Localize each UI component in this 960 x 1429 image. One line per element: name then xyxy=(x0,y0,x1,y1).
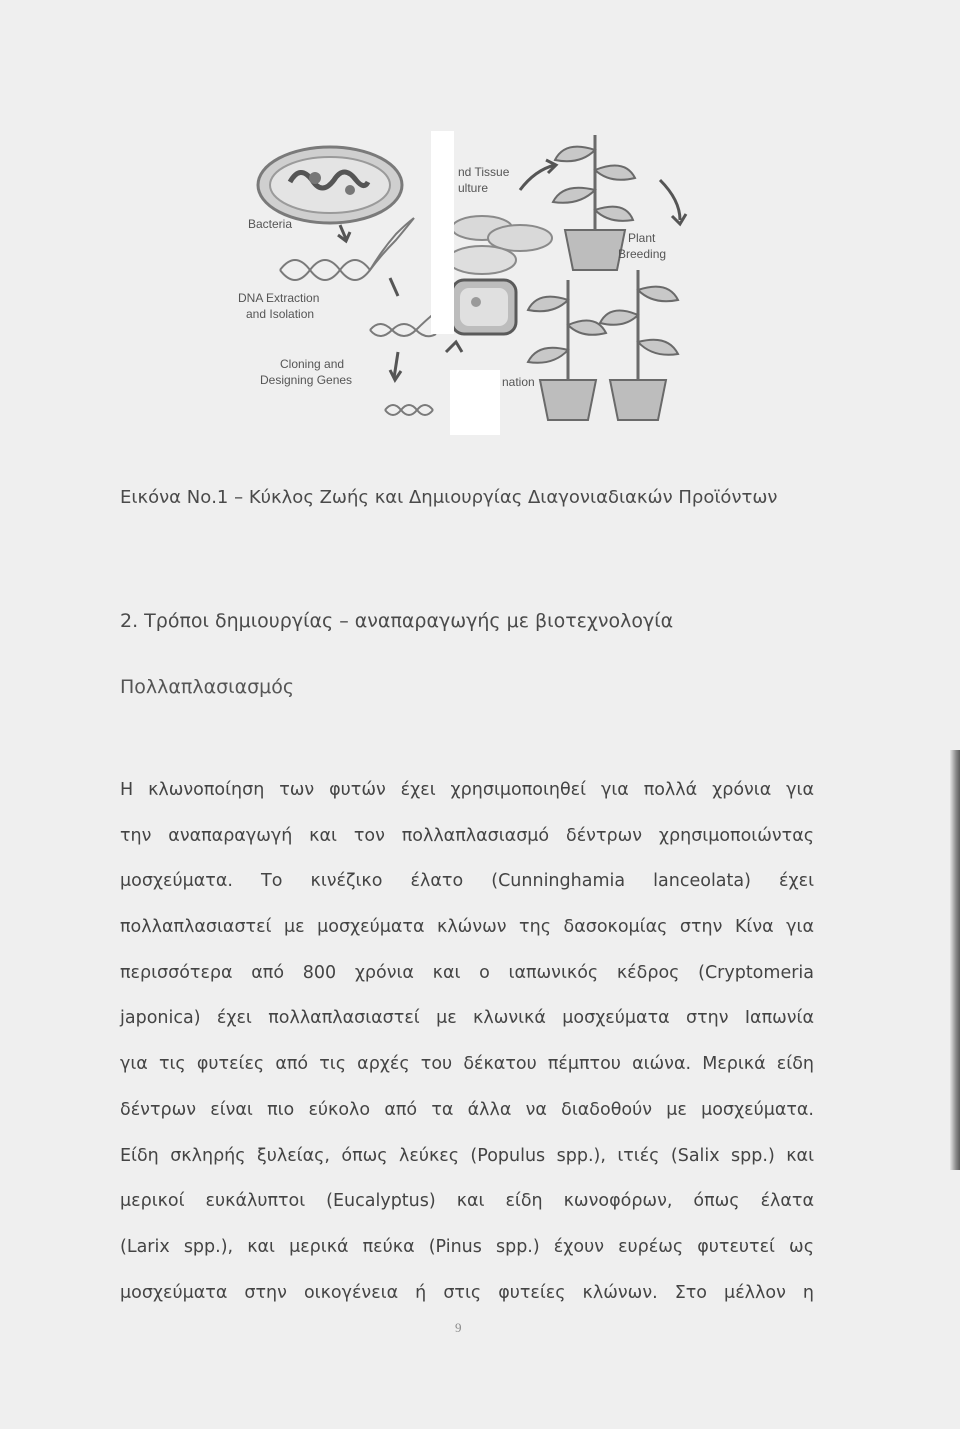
paragraph-line: (Larix spp.), και μερικά πεύκα (Pinus spp.) έχουν ευρέως φυτευτεί ως xyxy=(120,1236,814,1257)
label-transformation: nation xyxy=(502,375,535,389)
plant-bottom-right-illustration xyxy=(600,270,678,420)
label-bacteria: Bacteria xyxy=(248,217,293,231)
label-cloning-line2: Designing Genes xyxy=(260,373,353,387)
label-cloning-line1: Cloning and xyxy=(280,357,345,371)
redaction-block-lower xyxy=(450,370,500,435)
paragraph-line: την αναπαραγωγή και τον πολλαπλασιασμό δέντρων χρησιμοποιώντας xyxy=(120,825,814,846)
plant-bottom-left-illustration xyxy=(528,280,606,420)
figure-caption: Εικόνα Νο.1 – Κύκλος Ζωής και Δημιουργίας Διαγονιαδιακών Προϊόντων xyxy=(120,487,778,508)
label-plant-breeding-line1: Plant xyxy=(628,231,656,245)
scan-page-edge xyxy=(950,750,960,1170)
body-paragraph xyxy=(120,776,814,1324)
paragraph-line: μοσχεύματα. Το κινέζικο έλατο (Cunninghamia lanceolata) έχει xyxy=(120,871,814,892)
paragraph-line: για τις φυτείες από τις αρχές του δέκατου πέμπτου αιώνα. Μερικά είδη xyxy=(120,1054,814,1075)
paragraph-line: μερικοί ευκάλυπτοι (Eucalyptus) και είδη κωνοφόρων, όπως έλατα xyxy=(120,1191,814,1212)
transformation-dish-illustration xyxy=(446,280,516,352)
biotech-cycle-figure xyxy=(220,120,720,440)
label-plant-breeding-line2: Breeding xyxy=(618,247,667,261)
page-number: 9 xyxy=(455,1320,462,1335)
paragraph-line: Είδη σκληρής ξυλείας, όπως λεύκες (Populus spp.), ιτιές (Salix spp.) και xyxy=(120,1145,814,1166)
label-dna-extraction-line2: and Isolation xyxy=(246,307,315,321)
paragraph-line: περισσότερα από 800 χρόνια και ο ιαπωνικός κέδρος (Cryptomeria xyxy=(120,962,814,983)
redaction-block-upper xyxy=(431,131,454,334)
petri-dishes-illustration xyxy=(448,216,552,274)
section-heading: 2. Τρόποι δημιουργίας – αναπαραγωγής με βιοτεχνολογία xyxy=(120,610,674,632)
biotech-cycle-illustration xyxy=(220,120,720,440)
paragraph-line: Η κλωνοποίηση των φυτών έχει χρησιμοποιηθεί για πολλά χρόνια για xyxy=(120,780,814,800)
label-tissue-culture-line2: ulture xyxy=(458,181,489,195)
paragraph-line: δέντρων είναι πιο εύκολο από τα άλλα να διαδοθούν με μοσχεύματα. xyxy=(120,1099,814,1120)
cycle-arrows-left xyxy=(338,225,401,380)
paragraph-line: μοσχεύματα στην οικογένεια ή στις φυτείες κλώνων. Στο μέλλον η xyxy=(120,1282,814,1303)
paragraph-line: πολλαπλασιαστεί με μοσχεύματα κλώνων της δασοκομίας στην Κίνα για xyxy=(120,917,814,938)
label-tissue-culture-line1: nd Tissue xyxy=(458,165,510,179)
bacteria-cell-illustration xyxy=(258,147,402,223)
subheading: Πολλαπλασιασμός xyxy=(120,676,295,698)
label-dna-extraction-line1: DNA Extraction xyxy=(238,291,320,305)
paragraph-line: japonica) έχει πολλαπλασιαστεί με κλωνικά μοσχεύματα στην Ιαπωνία xyxy=(120,1008,814,1029)
